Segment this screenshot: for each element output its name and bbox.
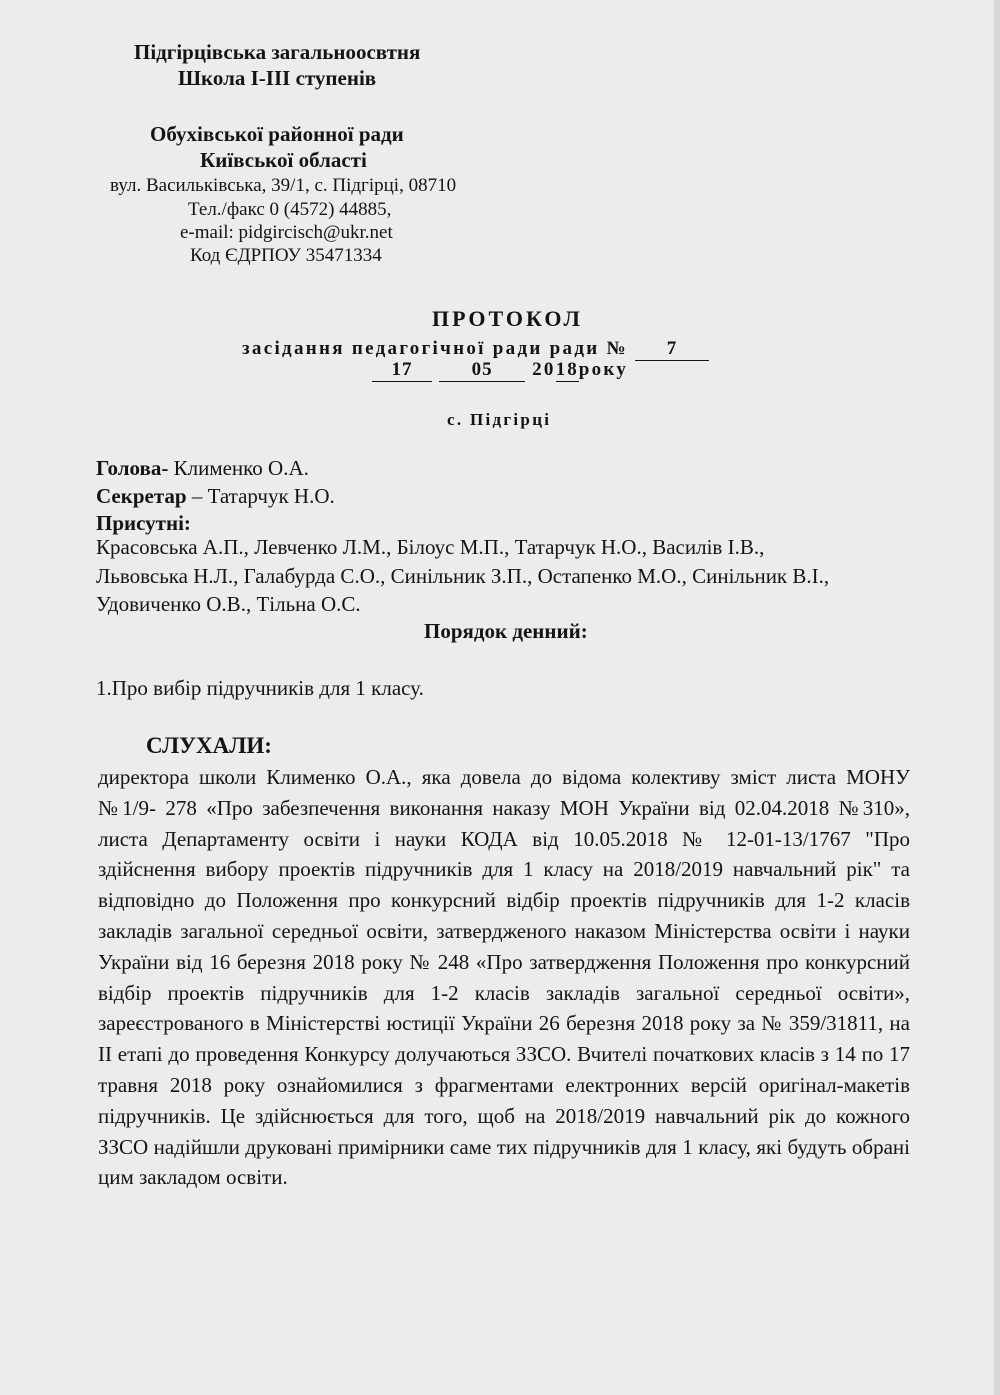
chair-name: Клименко О.А. (173, 456, 309, 480)
heard-text: директора школи Клименко О.А., яка довела до відома колективу зміст листа МОНУ №1/9- 278 «Про забезпечення виконання наказу МОН України від 02.04.2018 №310», листа Департаменту освіти і науки КОДА від 10.05.2018 № 12-01-13/1767 "Про здійснення вибору проектів підручників для 1 класу на 2018/2019 навчальний рік" та відповідно до Положення про конкурсний відбір проектів підручників для 1-2 класів закладів загальної середньої освіти, затвердженого наказом Міністерства освіти і науки України від 16 березня 2018 року № 248 «Про затвердження Положення про конкурсний відбір проектів підручників для 1-2 класів закладів загальної середньої освіти», зареєстрованого в Міністерстві юстиції України 26 березня 2018 року за № 359/31811, на ІІ етапі до проведення Конкурсу долучаються ЗЗСО. Вчителі початкових класів з 14 по 17 травня 2018 року ознайомилися з фрагментами електронних версій оригінал-макетів підручників. Це здійснюється для того, щоб на 2018/2019 навчальний рік до кожного ЗЗСО надійшли друковані примірники саме тих підручників для 1 класу, які будуть обрані цим закладом освіти. (98, 765, 910, 1190)
protocol-number: 7 (635, 338, 709, 361)
agenda-item-1: 1.Про вибір підручників для 1 класу. (96, 676, 424, 700)
protocol-day: 17 (372, 359, 432, 382)
school-edrpou: Код ЄДРПОУ 35471334 (190, 245, 382, 266)
protocol-subtitle-line (242, 338, 709, 361)
school-address: вул. Васильківська, 39/1, с. Підгірці, 08710 (110, 175, 457, 196)
agenda-heading: Порядок денний: (424, 619, 588, 643)
council-line1: Обухівської районної ради (150, 122, 404, 146)
chair-line (96, 454, 309, 483)
present-line3: Удовиченко О.В., Тільна О.С. (96, 592, 361, 616)
school-email: e-mail: pidgircisch@ukr.net (180, 222, 393, 243)
chair-label: Голова- (96, 456, 169, 480)
school-name-line1: Підгірцівська загальноосвтня (134, 40, 421, 64)
protocol-title: ПРОТОКОЛ (432, 306, 583, 331)
secretary-label: Секретар (96, 484, 187, 508)
protocol-month: 05 (439, 359, 525, 382)
present-line2: Львовська Н.Л., Галабурда С.О., Синільник З.П., Остапенко М.О., Синільник В.І., (96, 564, 830, 588)
present-label: Присутні: (96, 511, 191, 535)
protocol-subtitle: засідання педагогічної ради ради № (242, 338, 628, 359)
protocol-place: с. Підгірці (447, 410, 552, 429)
protocol-year-prefix: 20 (532, 359, 556, 380)
protocol-date-line (372, 359, 628, 382)
school-name-line2: Школа І-ІІІ ступенів (178, 66, 377, 90)
present-line1: Красовська А.П., Левченко Л.М., Білоус М.П., Татарчук Н.О., Василів І.В., (96, 535, 765, 559)
protocol-year-word: року (578, 359, 629, 380)
page-edge (994, 0, 1000, 1395)
secretary-name: – Татарчук Н.О. (191, 484, 335, 508)
heard-heading: СЛУХАЛИ: (146, 733, 272, 758)
council-line2: Київської області (200, 148, 367, 172)
school-phone: Тел./факс 0 (4572) 44885, (188, 199, 392, 220)
secretary-line (96, 482, 335, 511)
protocol-year-suffix: 18 (555, 359, 579, 380)
